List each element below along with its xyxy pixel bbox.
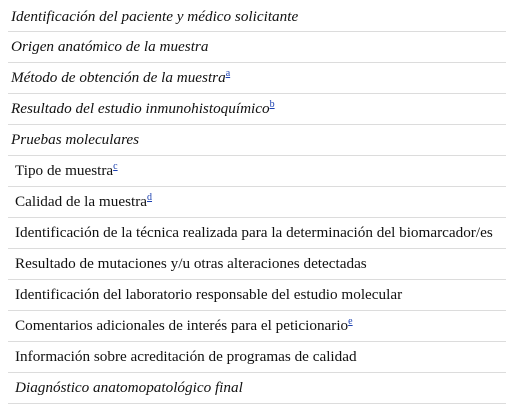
table-row: [8, 156, 506, 187]
row-text-with-note: [8, 101, 275, 116]
row-text: Diagnóstico anatomopatológico final: [15, 379, 243, 397]
row-text: Resultado del estudio inmunohistoquímico: [11, 100, 270, 118]
footnote-link[interactable]: c: [113, 161, 118, 173]
row-text: Comentarios adicionales de interés para el peticionario: [15, 317, 349, 335]
row-text-with-note: [8, 318, 353, 333]
row-text: Método de obtención de la muestra: [11, 69, 226, 87]
footnote-link[interactable]: a: [225, 68, 231, 80]
table-row: [8, 125, 506, 156]
table-row: [8, 2, 506, 32]
table-row: [8, 311, 506, 342]
row-text-with-note: [8, 194, 152, 209]
footnote-link[interactable]: d: [147, 192, 153, 204]
row-text: Tipo de muestra: [15, 162, 114, 180]
table-row: [8, 342, 506, 373]
row-text: Pruebas moleculares: [11, 131, 140, 149]
footnote-link[interactable]: e: [348, 316, 353, 328]
table-row: [8, 218, 506, 249]
row-text-with-note: [8, 70, 230, 85]
row-text: Resultado de mutaciones y/u otras alteraciones detectadas: [15, 255, 367, 273]
table-row: [8, 249, 506, 280]
row-text: Identificación del paciente y médico solicitante: [11, 7, 299, 25]
table-row: [8, 280, 506, 311]
row-text: Identificación de la técnica realizada para la determinación del biomarcador/es: [15, 224, 493, 242]
row-text: Calidad de la muestra: [15, 193, 148, 211]
report-items-table: [8, 2, 506, 404]
footnote-link[interactable]: b: [269, 99, 275, 111]
row-text: Origen anatómico de la muestra: [11, 38, 209, 56]
table-row: [8, 373, 506, 404]
row-text: Información sobre acreditación de programas de calidad: [15, 348, 357, 366]
row-text: Identificación del laboratorio responsable del estudio molecular: [15, 286, 403, 304]
table-row: [8, 187, 506, 218]
table-row: [8, 94, 506, 125]
table-row: [8, 63, 506, 94]
table-row: [8, 32, 506, 63]
row-text-with-note: [8, 163, 118, 178]
